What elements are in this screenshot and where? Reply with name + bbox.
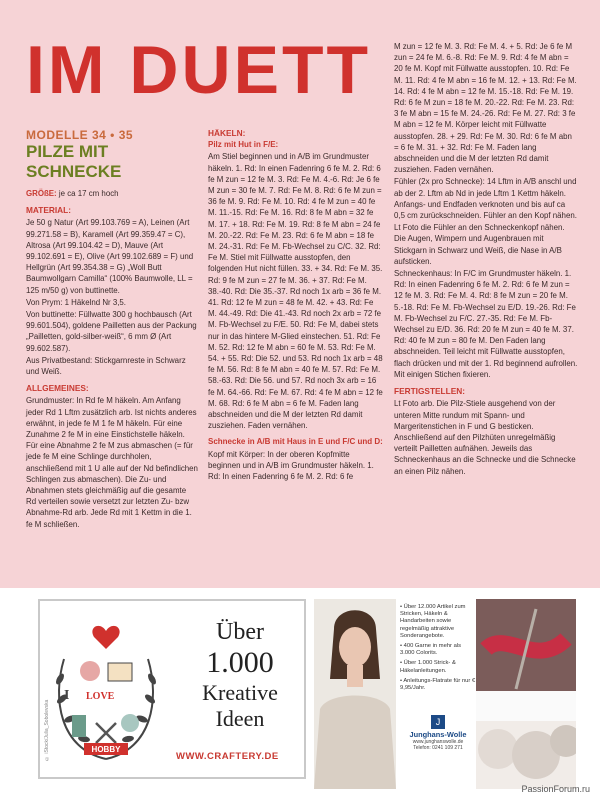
column-right [394,40,578,477]
woman-photo-graphic [314,599,396,789]
feature-item: • Anleitungs-Flatrate für nur € 9,95/Jahr. [400,677,476,692]
general-heading: ALLGEMEINES: [26,383,89,394]
headline-line1: Über [216,619,264,645]
antenna-text: Fühler (2x pro Schnecke): 14 Lftm in A/B anschl und ab der 2. Lftm ab Nd in jede Lftm 1 Kettm häkeln. Anfangs- und Endfaden verknoten und bis auf ca 0,5 cm zurückschneiden. Fühler an den Kopf nähen. [394,177,577,221]
badge-i: I [64,688,70,703]
craftery-ad[interactable] [38,599,306,779]
mushroom-subheading: Pilz mit Hut in F/E: [208,140,279,150]
source-watermark: PassionForum.ru [521,784,590,794]
material-text: Je 50 g Natur (Art 99.103.769 = A), Leinen (Art 99.271.58 = B), Karamell (Art 99.359.47 = C), Altrosa (Art 99.104.42 = D), Mauve (Art 99.102.691 = E), Olive (Art 99.102.689 = F) und Hellgrün (Art 99.354.38 = G) „Woll Butt Baumwollgarn Camilla“ (100% Baumwolle, LL = 125 m/50 g) von buttinette. [26,218,194,295]
crochet-heading: HÄKELN: [208,128,246,138]
column-middle [208,128,384,482]
snail-subheading: Schnecke in A/B mit Haus in E und F/C und D: [208,437,383,447]
page-title: IM DUETT [26,32,372,108]
buttinette-text: Von buttinette: Füllwatte 300 g hochbausch (Art 99.601.504), goldene Pailletten aus der Packung „Pailletten, gold-silber-weiß“, 6 mm Ø (Art 99.602.587). [26,310,197,353]
general-text: Grundmuster: In Rd fe M häkeln. Am Anfang jeder Rd 1 Lftm zusätzlich arb. Ist nichts anderes erwähnt, in jede fe M 1 fe M häkeln. Für eine Zunahme 2 fe M in eine Einstichstelle häkeln. Für eine Abnahme 2 fe M zus abmaschen (= für jede fe M eine Schlinge durchholen, anschließend mit 1 U alle auf der Nd befindlichen Schlingen zus abmaschen). Die Zu- und Abnahmen stets gleichmäßig auf die gesamte Rd verteilen sowie versetzt zur letzten Zu- bzw Abnahme-Rd arb. Jede Rd mit 1 Kettm in die 1. fe M schließen. [26,396,198,529]
brand-phone: Telefon: 0241 109 271 [413,745,463,751]
feature-item: • Über 12.000 Artikel zum Stricken, Häkeln & Handarbeiten sowie regelmäßig attraktive Sonderangebote. [400,604,466,639]
finishing-heading: FERTIGSTELLEN: [394,386,465,397]
mushroom-text: Am Stiel beginnen und in A/B im Grundmuster häkeln. 1. Rd: In einen Fadenring 6 fe M. 2. Rd: 6 fe M zun = 12 fe M. 3. Rd: Fe M. 4.-6. Rd: Je 6 fe M zun = 30 fe M. 7. Rd: Fe M. 8. Rd: 6 fe M zun = 36 fe M. 9. Rd: Fe M. 10. Rd: 4 fe M zun = 40 fe M. 11.-15. Rd: Fe M. 16. Rd: 8 fe M abn = 32 fe M. 17. + 18. Rd: Fe M. 19. Rd: 8 fe M abn = 24 fe M. 20.-22. Rd: Fe M. 23. Rd: 6 fe M abn = 18 fe M. 24.-31. Rd: Fe M. Fb-Wechsel zu C/C. 32. Rd: Fe M. Stiel mit Füllwatte ausstopfen, den folgenden Hut nicht füllen. 33. + 34. Rd: Fe M. 35. Rd: 9 fe M zun = 27 fe M. 36. + 37. Rd: Fe M. 38.-40. Rd: Die 35.-37. Rd noch 1x arb = 36 fe M. 41. Rd: 12 fe M zun = 48 fe M. 42. + 43. Rd: Fe M. 44.-49. Rd: Die 41.-43. Rd noch 2x arb = 72 fe M. Fb-Wechsel zu F/E. 50. Rd: Fe M, dabei stets nur in das hintere M-Glied einstechen. 51. Rd: Fe M. 52. Rd: 12 fe M abn = 60 fe M. 53. Rd: Fe M. 54. + 55. Rd: Die 52. und 53. Rd noch 1x arb = 48 fe M. 56. Rd: 8 fe M abn = 40 fe M. 57. Rd: Fe M. 58.-63. Rd: Die 56. und 57. Rd noch 3x arb = 16 fe M. 64.-66. Rd: Fe M. 67. Rd: 4 fe M abn = 12 fe M. 68. Rd: 6 fe M abn = 6 fe M. Faden lang abschneiden und die M der letzten Rd damit zusziehen. Faden vernähen. [208,152,383,431]
shell-text: Schneckenhaus: In F/C im Grundmuster häkeln. 1. Rd: In einen Fadenring 6 fe M. 2. Rd: 6 fe M zun = 12 fe M. 3. Rd: Fe M. 4. Rd: 8 fe M zun = 20 fe M. 5.-18. Rd: Fe M. Fb-Wechsel zu E/D. 19.-26. Rd: Fe M. Fb-Wechsel zu F/C. 27.-35. Rd: Fe M. Fb-Wechsel zu E/D. 36. Rd: 20 fe M zun = 40 fe M. 37. Rd: 40 fe M zun = 80 fe M. Den Faden lang abschneiden. Teil leicht mit Füllwatte ausstopfen, flach drücken und mit der 1. Rd beginnend aufrollen. Mit einigen Stichen fixieren. [394,269,578,379]
pattern-title: PILZE MIT SCHNECKE [26,142,122,181]
privat-text: Aus Privatbestand: Stickgarnreste in Schwarz und Weiß. [26,355,186,377]
badge-love: LOVE [86,691,115,702]
feature-item: • 400 Garne in mehr als 3.000 Colorits. [400,643,461,657]
finishing-text: Lt Foto arb. Die Pilz-Stiele ausgehend von der unteren Mitte rundum mit Spann- und Margeritenstichen in F und G besticken. Anschließend auf den Pilzhüten unregelmäßig verteilt Pailletten aufnähen. Jeweils das Schneckenhaus an die Schnecke und die Schnecke an einen Pilz nähen. [394,399,576,476]
hobby-wreath-illustration [50,619,162,767]
copyright-note: © iStock/Julia_Sobolevska [44,699,50,761]
prym-text: Von Prym: 1 Häkelnd Nr 3,5. [26,297,126,307]
woman-photo [314,599,396,789]
headline-line4: Ideen [215,706,265,731]
craftery-website-link[interactable]: WWW.CRAFTERY.DE [176,751,279,762]
logo-mark: J [431,715,445,729]
snail-body-text: M zun = 12 fe M. 3. Rd: Fe M. 4. + 5. Rd: Je 6 fe M zun = 24 fe M. 6.-8. Rd: Fe M. 9. Rd: 4 fe M abn = 20 fe M. Kopf mit Füllwatte ausstopfen. 10. Rd: Fe M. 11. Rd: 4 fe M abn = 16 fe M. 12. + 13. Rd: Fe M. 14. Rd: 4 fe M abn = 12 fe M. 15.-18. Rd: Fe M. 19. Rd: 6 fe M zun = 18 fe M. 20.-22. Rd: Fe M. 23. Rd: 3 fe M abn = 15 fe M. 24.-26. Rd: Fe M. 27. Rd: 3 fe M abn = 12 fe M. Körper leicht mit Füllwatte ausstopfen. 28. + 29. Rd: Fe M. 30. Rd: 6 fe M abn = 6 fe M. 31. + 32. Rd: Fe M. Faden lang abschneiden und die M der letzten Rd damit zusziehen. Faden vernähen. [394,42,577,175]
headline-line3: Kreative [202,680,278,705]
yarn-photo [476,599,576,789]
junghans-features [400,604,476,695]
junghans-logo[interactable] [398,712,478,751]
material-heading: MATERIAL: [26,205,72,216]
feature-item: • Über 1.000 Strick- & Häkelanleitungen. [400,660,456,674]
face-text: Lt Foto die Fühler an den Schneckenkopf nähen. Die Augen, Wimpern und Augenbrauen mit Stickgarn in Schwarz und Weiß, die Nase in A/B aufsticken. [394,223,565,266]
brand-site[interactable]: www.junghanswolle.de [412,739,464,745]
yarn-photo-graphic [476,599,576,789]
snail-text: Kopf mit Körper: In der oberen Kopfmitte beginnen und in A/B im Grundmuster häkeln. 1. Rd: In einen Fadenring 6 fe M. 2. Rd: 6 fe [208,449,374,482]
badge-hobby: HOBBY [91,745,121,754]
size-label: GRÖßE: [26,189,57,198]
craftery-headline [188,619,292,732]
brand-name: Junghans-Wolle [409,730,467,739]
model-number: MODELLE 34 • 35 [26,128,134,142]
headline-line2: 1.000 [206,646,274,679]
size-line [26,188,198,199]
size-text: je ca 17 cm hoch [58,189,119,198]
column-left [26,128,198,530]
